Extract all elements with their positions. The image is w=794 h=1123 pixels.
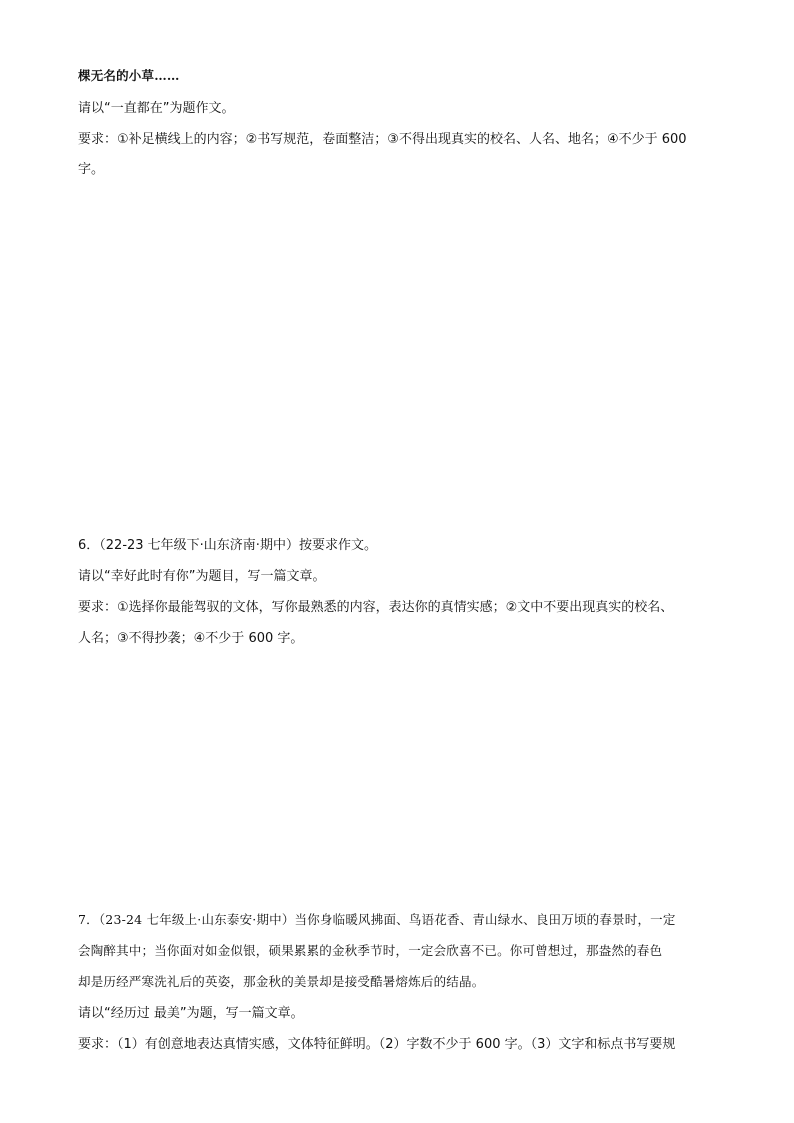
essay-title-instruction: 请以“一直都在”为题作文。 bbox=[78, 101, 235, 116]
requirements-line: 字。 bbox=[78, 162, 105, 177]
essay-title-instruction: 请以“经历过 最美”为题，写一篇文章。 bbox=[78, 1006, 304, 1021]
requirements-line: 要求：（1）有创意地表达真情实感，文体特征鲜明。（2）字数不少于 600 字。（3）文字和标点书写要规 bbox=[78, 1037, 676, 1052]
requirements-line: 要求：①补足横线上的内容；②书写规范，卷面整洁；③不得出现真实的校名、人名、地名；④不少于 600 bbox=[78, 132, 687, 147]
prompt-text-line: 却是历经严寒洗礼后的英姿，那金秋的美景却是接受酷暑熔炼后的结晶。 bbox=[78, 974, 485, 989]
requirements-line: 人名；③不得抄袭；④不少于 600 字。 bbox=[78, 631, 304, 646]
question-heading: 7．（23-24 七年级上·山东泰安·期中）当你身临暖风拂面、鸟语花香、青山绿水、良田万顷的春景时，一定 bbox=[78, 912, 676, 927]
essay-title-instruction: 请以“幸好此时有你”为题目，写一篇文章。 bbox=[78, 569, 326, 584]
prompt-text-line: 会陶醉其中；当你面对如金似银，硕果累累的金秋季节时，一定会欣喜不已。你可曾想过，那盎然的春色 bbox=[78, 943, 663, 958]
requirements-line: 要求：①选择你最能驾驭的文体，写你最熟悉的内容，表达你的真情实感；②文中不要出现真实的校名、 bbox=[78, 600, 674, 615]
question-heading: 6．（22-23 七年级下·山东济南·期中）按要求作文。 bbox=[78, 538, 377, 553]
prompt-text-line: 棵无名的小草…… bbox=[78, 68, 180, 83]
